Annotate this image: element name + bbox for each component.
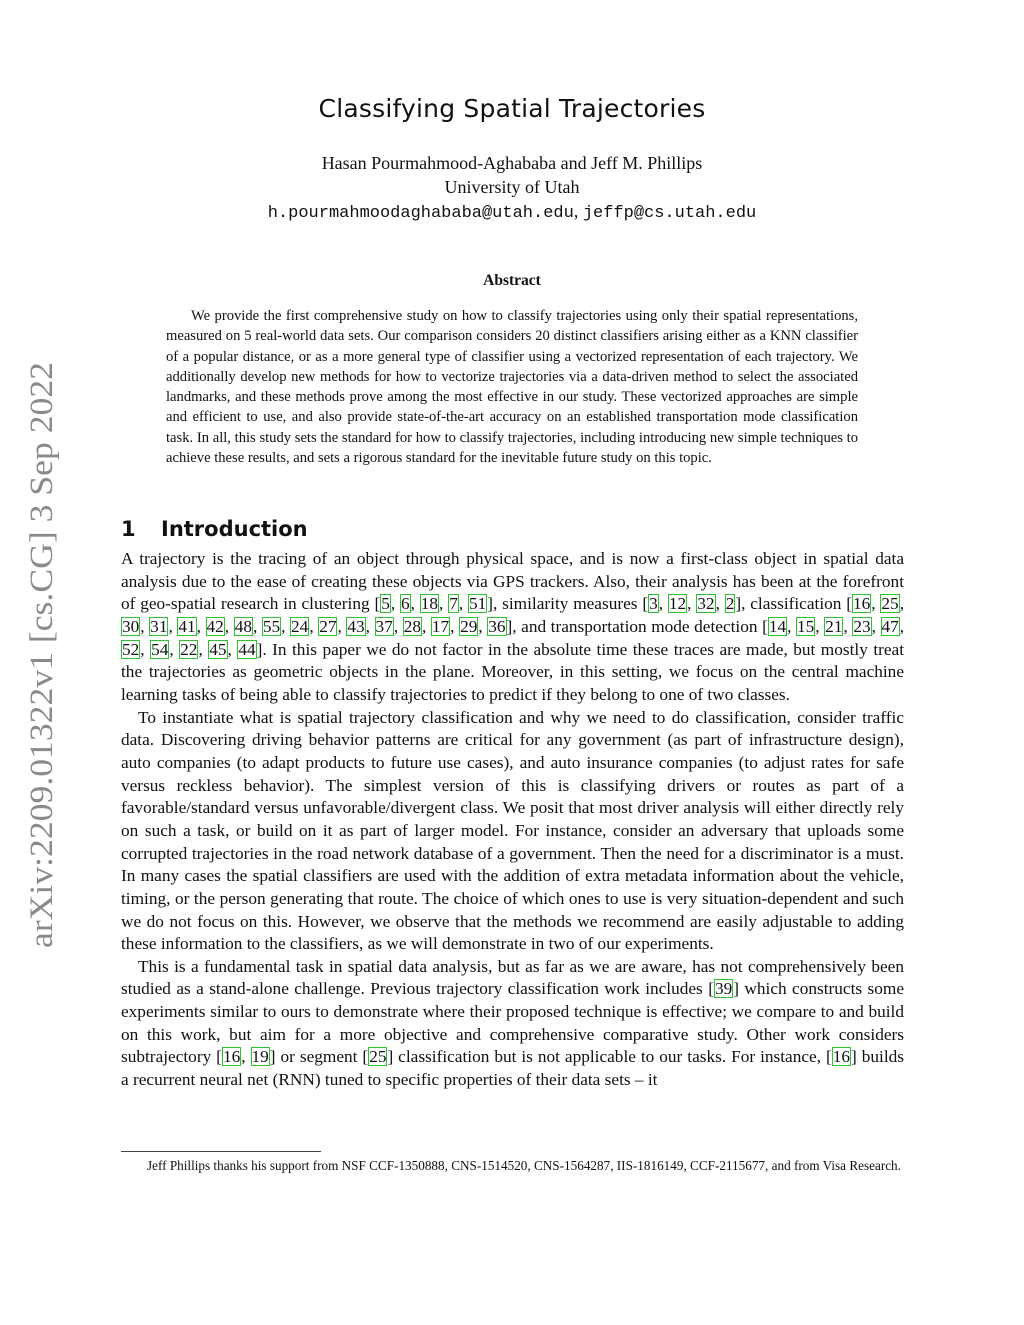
citation-separator: , [899,594,905,614]
p1-text-4: ], and transportation mode detection [ [506,616,768,636]
intro-body [121,548,904,1092]
citation-link[interactable]: 6 [400,594,410,614]
footnote: Jeff Phillips thanks his support from NSF CCF-1350888, CNS-1514520, CNS-1564287, IIS-1816149, CCF-2115677, and from Visa Research. [147,1158,901,1173]
citation-link[interactable]: 39 [714,979,733,999]
citation-separator: , [168,616,178,636]
citation-link[interactable]: 44 [238,639,256,659]
citation-link[interactable]: 25 [369,1047,387,1067]
citation-separator: , [390,594,400,614]
citation-link[interactable]: 15 [797,616,815,636]
citation-separator: , [198,639,209,659]
p1-text-3: ], classification [ [735,594,852,614]
email-separator: , [573,201,583,221]
citation-link[interactable]: 31 [150,616,168,636]
email-link-1[interactable]: h.pourmahmoodaghababa@utah.edu [267,204,574,223]
p1-text-2: ], similarity measures [ [487,594,649,614]
citation-separator: , [478,616,488,636]
citation-separator: , [140,639,151,659]
email-link-2[interactable]: jeffp@cs.utah.edu [582,204,757,223]
citation-link[interactable]: 16 [222,1047,241,1067]
p3-text-1: This is a fundamental task in spatial data analysis, but as far as we are aware, has not comprehensively been studied as a stand-alone challenge. Previous trajectory classification work includes [ [121,956,904,999]
citation-separator: , [337,616,347,636]
citation-separator: , [140,616,150,636]
abstract-heading: Abstract [483,272,541,289]
citation-link[interactable]: 3 [649,594,658,614]
p3-text-3: ] or segment [ [269,1047,369,1067]
citation-link[interactable]: 22 [180,639,198,659]
citation-link[interactable]: 23 [853,616,871,636]
citation-link[interactable]: 51 [468,594,487,614]
citation-separator: , [687,594,697,614]
author-emails [0,199,1024,226]
citation-group-similarity [648,594,735,613]
arxiv-id-text: arXiv:2209.01322v1 [cs.CG] 3 Sep 2022 [24,405,60,948]
citation-separator: , [227,639,238,659]
citation-separator: , [422,616,431,636]
citation-link[interactable]: 25 [881,594,899,614]
intro-paragraph-1 [121,548,904,707]
citation-separator: , [241,1047,251,1067]
citation-separator: , [252,616,262,636]
citation-link[interactable]: 27 [319,616,337,636]
citation-separator: , [715,594,725,614]
citation-link[interactable]: 55 [262,616,281,636]
citation-separator: , [458,594,468,614]
citation-link[interactable]: 42 [206,616,224,636]
intro-paragraph-2: To instantiate what is spatial trajectory classification and why we need to do classification, consider traffic data. Discovering driving behavior patterns are critical for any government (as part of infrastructure design), auto companies (to adapt products to future use cases), and auto insurance companies (to adjust rates for safe versus reckless behavior). The simplest version of this is classifying drivers or routes as part of a favorable/standard versus unfavorable/divergent class. We posit that most driver analysis will either directly rely on such a task, or build on it as part of larger model. For instance, consider an adversary that uploads some corrupted trajectories in the road network database of a government. Then the need for a discriminator is a must. In many cases the spatial classifiers are used with the addition of extra metadata information about the vehicle, timing, or the person generating that route. The choice of which ones to use is very situation-dependent and such we do not focus on this. However, we observe that the methods we recommend are easily adjustable to adding these information to the classifiers, as we will demonstrate in two of our experiments. [121,707,904,954]
citation-separator: , [450,616,460,636]
citation-link[interactable]: 16 [832,1047,851,1067]
citation-link[interactable]: 21 [825,616,843,636]
citation-link[interactable]: 43 [347,616,365,636]
citation-link[interactable]: 16 [852,594,871,614]
section-number: 1 [121,517,136,541]
citation-link[interactable]: 32 [697,594,715,614]
citation-separator: , [281,616,291,636]
author-block [0,151,1024,226]
citation-link[interactable]: 30 [122,616,140,636]
affiliation: University of Utah [444,177,580,197]
citation-link[interactable]: 12 [668,594,687,614]
citation-separator: , [410,594,420,614]
citation-link[interactable]: 29 [460,616,478,636]
citation-link[interactable]: 52 [122,639,140,659]
citation-link[interactable]: 28 [403,616,421,636]
section-heading [121,517,308,541]
intro-paragraph-3 [121,956,904,1092]
p1-text-5: ]. In this paper we do not factor in the absolute time these traces are made, but mostly treat the trajectories as geometric objects in the plane. Moreover, in this setting, we focus on the central machine learning tasks of being able to classify trajectories to predict if they belong to one of two classes. [121,639,905,704]
citation-link[interactable]: 18 [420,594,439,614]
citation-separator: , [393,616,403,636]
citation-separator: , [224,616,234,636]
citation-link[interactable]: 7 [449,594,458,614]
citation-link[interactable]: 5 [381,594,390,614]
abstract-text: We provide the first comprehensive study on how to classify trajectories using only their spatial representations, measured on 5 real-world data sets. Our comparison considers 20 distinct classifiers arising either as a KNN classifier of a popular distance, or as a more general type of classifier using a vectorized representation of each trajectory. We additionally develop new methods for how to vectorize trajectories via a data-driven method to select the associated landmarks, and these methods prove among the most effective in our study. These vectorized approaches are simple and efficient to use, and also provide state-of-the-art accuracy on an established transportation mode classification task. In all, this study sets the standard for how to classify trajectories, including introducing new simple techniques to achieve these results, and sets a rigorous standard for the inevitable future study on this topic. [166,308,858,467]
p3-text-4: ] classification but is not applicable to our tasks. For instance, [ [387,1047,832,1067]
footnote-rule [121,1151,321,1152]
citation-link[interactable]: 41 [178,616,196,636]
arxiv-sidebar [18,360,62,950]
citation-link[interactable]: 37 [375,616,393,636]
citation-link[interactable]: 48 [234,616,252,636]
citation-separator: , [871,594,881,614]
citation-separator: , [658,594,668,614]
p1-text-1: A trajectory is the tracing of an object through physical space, and is now a first-class object in spatial data analysis due to the ease of creating these objects via GPS trackers. Also, their analysis has been at the forefront of geo-spatial research in clustering [ [121,549,904,614]
citation-link[interactable]: 45 [209,639,227,659]
citation-separator: , [815,616,825,636]
citation-link[interactable]: 17 [431,616,450,636]
citation-separator: , [871,616,881,636]
section-title: Introduction [161,517,308,541]
citation-separator: , [787,616,796,636]
citation-link[interactable]: 47 [881,616,899,636]
citation-separator: , [365,616,375,636]
citation-separator: , [439,594,449,614]
citation-separator: , [899,616,905,636]
citation-link[interactable]: 2 [725,594,735,614]
p3-text-2: ] which constructs some experiments similar to ours to demonstrate where their proposed technique is effective; we compare to and build on this work, but aim for a more objective and comprehensive comparative study. Other work considers subtrajectory [ [121,979,904,1067]
citation-link[interactable]: 24 [291,616,309,636]
citation-separator: , [309,616,319,636]
citation-group-clustering [380,594,487,613]
citation-link[interactable]: 14 [768,616,787,636]
citation-link[interactable]: 54 [151,639,169,659]
citation-separator: , [169,639,180,659]
paper-title: Classifying Spatial Trajectories [318,94,706,123]
arxiv-sidebar-svg [18,360,62,950]
author-names: Hasan Pourmahmood-Aghababa and Jeff M. Phillips [321,153,703,173]
citation-separator: , [196,616,206,636]
citation-separator: , [843,616,853,636]
citation-link[interactable]: 19 [251,1047,269,1067]
p3-text-5: ] builds a recurrent neural net (RNN) tuned to specific properties of their data sets – it [121,1047,904,1090]
citation-link[interactable]: 36 [488,616,506,636]
